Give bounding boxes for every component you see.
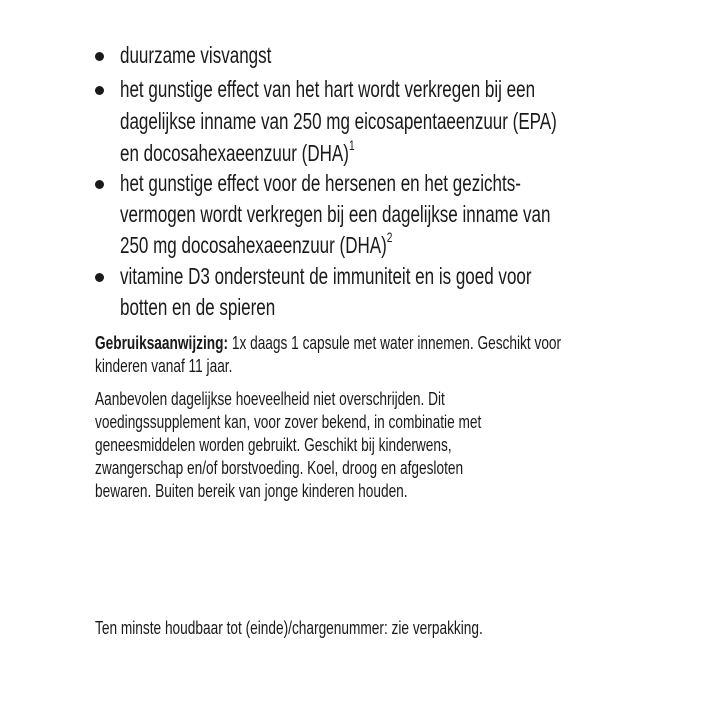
footnote-marker: 2 xyxy=(386,230,393,245)
benefit-line: botten en de spieren xyxy=(120,294,276,320)
benefit-line: duurzame visvangst xyxy=(120,42,272,68)
benefit-line: het gunstige effect voor de hersenen en het gezichts- xyxy=(120,170,521,196)
benefit-line: dagelijkse inname van 250 mg eicosapentaeenzuur (EPA) xyxy=(120,108,557,134)
bullet-icon xyxy=(95,52,104,61)
benefit-line: vitamine D3 ondersteunt de immuniteit en is goed voor xyxy=(120,263,532,289)
usage-label: Gebruiksaanwijzing: xyxy=(95,333,229,353)
bullet-icon xyxy=(95,273,104,282)
usage-text: kinderen vanaf 11 jaar. xyxy=(95,356,233,376)
warning-line: Aanbevolen dagelijkse hoeveelheid niet overschrijden. Dit xyxy=(95,389,445,409)
benefit-line: en docosahexaeenzuur (DHA)$^1$ xyxy=(120,138,355,166)
warning-line: zwangerschap en/of borstvoeding. Koel, droog en afgesloten xyxy=(95,458,464,478)
benefit-line: het gunstige effect van het hart wordt verkregen bij een xyxy=(120,76,536,102)
usage-text: 1x daags 1 capsule met water innemen. Geschikt voor xyxy=(228,333,562,353)
warning-line: voedingssupplement kan, voor zover bekend, in combinatie met xyxy=(95,412,482,432)
benefit-line: 250 mg docosahexaeenzuur (DHA)$^2$ xyxy=(120,230,393,258)
benefit-line: vermogen wordt verkregen bij een dagelijkse inname van xyxy=(120,201,551,227)
warning-line: geneesmiddelen worden gebruikt. Geschikt bij kinderwens, xyxy=(95,435,452,455)
bullet-icon xyxy=(95,180,104,189)
footnote-marker: 1 xyxy=(348,138,355,153)
warning-line: bewaren. Buiten bereik van jonge kinderen houden. xyxy=(95,481,408,501)
shelf-life-note: Ten minste houdbaar tot (einde)/chargenummer: zie verpakking. xyxy=(95,618,483,638)
bullet-icon xyxy=(95,86,104,95)
